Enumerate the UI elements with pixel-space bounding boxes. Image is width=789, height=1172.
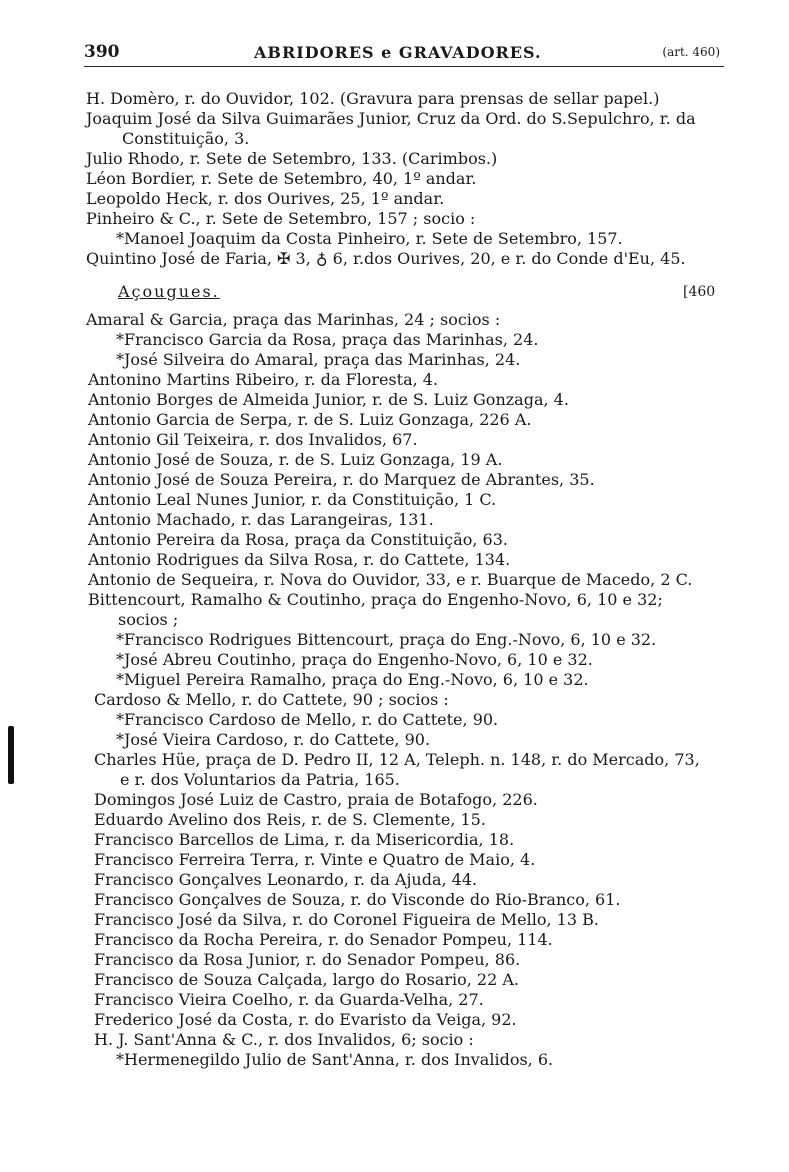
entry-line: Francisco Gonçalves de Souza, r. do Visconde do Rio-Branco, 61. [94, 890, 621, 909]
entry-line: *Manoel Joaquim da Costa Pinheiro, r. Sete de Setembro, 157. [116, 229, 623, 248]
entry-line: Leopoldo Heck, r. dos Ourives, 25, 1º andar. [86, 189, 445, 208]
entry-line: *Francisco Cardoso de Mello, r. do Cattete, 90. [116, 710, 499, 729]
entry-line: Antonio Rodrigues da Silva Rosa, r. do Cattete, 134. [88, 550, 511, 569]
margin-mark [8, 726, 14, 784]
entry-line: Eduardo Avelino dos Reis, r. de S. Clemente, 15. [94, 810, 486, 829]
entry-line: Antonio José de Souza Pereira, r. do Marquez de Abrantes, 35. [88, 470, 595, 489]
entry-line: Francisco Vieira Coelho, r. da Guarda-Velha, 27. [94, 990, 484, 1009]
entry-line: Antonio Leal Nunes Junior, r. da Constituição, 1 C. [88, 490, 497, 509]
entry-line: Joaquim José da Silva Guimarães Junior, Cruz da Ord. do S.Sepulchro, r. da [86, 109, 696, 128]
entry-line: Constituição, 3. [122, 129, 250, 148]
section-title: Açougues. [118, 282, 220, 301]
entry-line: Bittencourt, Ramalho & Coutinho, praça do Engenho-Novo, 6, 10 e 32; [88, 590, 663, 609]
entry-line: Antonio Garcia de Serpa, r. de S. Luiz Gonzaga, 226 A. [88, 410, 532, 429]
entry-line: Cardoso & Mello, r. do Cattete, 90 ; socios : [94, 690, 449, 709]
entry-line: Léon Bordier, r. Sete de Setembro, 40, 1º andar. [86, 169, 477, 188]
entry-line: Antonio de Sequeira, r. Nova do Ouvidor, 33, e r. Buarque de Macedo, 2 C. [88, 570, 693, 589]
entry-line: socios ; [118, 610, 179, 629]
page-number: 390 [84, 42, 120, 62]
entry-line: *José Silveira do Amaral, praça das Marinhas, 24. [116, 350, 521, 369]
entry-line: Antonino Martins Ribeiro, r. da Floresta, 4. [88, 370, 439, 389]
entry-line: *José Vieira Cardoso, r. do Cattete, 90. [116, 730, 431, 749]
entry-line: H. Domèro, r. do Ouvidor, 102. (Gravura para prensas de sellar papel.) [86, 89, 660, 108]
entry-line: Antonio Machado, r. das Larangeiras, 131. [88, 510, 434, 529]
entry-line: Antonio Borges de Almeida Junior, r. de S. Luiz Gonzaga, 4. [88, 390, 569, 409]
entry-line: Antonio José de Souza, r. de S. Luiz Gonzaga, 19 A. [88, 450, 503, 469]
entry-line: Charles Hüe, praça de D. Pedro II, 12 A, Teleph. n. 148, r. do Mercado, 73, [94, 750, 700, 769]
entry-line: e r. dos Voluntarios da Patria, 165. [120, 770, 400, 789]
entry-line: Pinheiro & C., r. Sete de Setembro, 157 ; socio : [86, 209, 476, 228]
entry-line: *Hermenegildo Julio de Sant'Anna, r. dos Invalidos, 6. [116, 1050, 554, 1069]
page-header [84, 40, 724, 67]
entry-line: *José Abreu Coutinho, praça do Engenho-Novo, 6, 10 e 32. [116, 650, 593, 669]
page-reference: (art. 460) [662, 45, 720, 59]
entry-line: Francisco de Souza Calçada, largo do Rosario, 22 A. [94, 970, 519, 989]
entry-line: H. J. Sant'Anna & C., r. dos Invalidos, 6; socio : [94, 1030, 474, 1049]
section-reference: [460 [683, 284, 716, 300]
entry-line: Francisco Gonçalves Leonardo, r. da Ajuda, 44. [94, 870, 478, 889]
entry-line: Quintino José de Faria, ✠ 3, ♁ 6, r.dos Ourives, 20, e r. do Conde d'Eu, 45. [86, 249, 686, 268]
entry-line: Francisco Barcellos de Lima, r. da Misericordia, 18. [94, 830, 515, 849]
entry-line: Domingos José Luiz de Castro, praia de Botafogo, 226. [94, 790, 538, 809]
entry-line: Julio Rhodo, r. Sete de Setembro, 133. (Carimbos.) [86, 149, 498, 168]
entry-line: Francisco Ferreira Terra, r. Vinte e Quatro de Maio, 4. [94, 850, 536, 869]
entry-line: *Francisco Garcia da Rosa, praça das Marinhas, 24. [116, 330, 539, 349]
entry-line: *Miguel Pereira Ramalho, praça do Eng.-Novo, 6, 10 e 32. [116, 670, 589, 689]
page-title: ABRIDORES e GRAVADORES. [254, 43, 542, 62]
entry-line: Antonio Gil Teixeira, r. dos Invalidos, 67. [88, 430, 418, 449]
entry-line: *Francisco Rodrigues Bittencourt, praça do Eng.-Novo, 6, 10 e 32. [116, 630, 657, 649]
entry-line: Frederico José da Costa, r. do Evaristo da Veiga, 92. [94, 1010, 517, 1029]
entry-line: Francisco da Rosa Junior, r. do Senador Pompeu, 86. [94, 950, 521, 969]
entry-line: Francisco José da Silva, r. do Coronel Figueira de Mello, 13 B. [94, 910, 599, 929]
entry-line: Antonio Pereira da Rosa, praça da Constituição, 63. [88, 530, 508, 549]
entry-line: Francisco da Rocha Pereira, r. do Senador Pompeu, 114. [94, 930, 553, 949]
entry-line: Amaral & Garcia, praça das Marinhas, 24 ; socios : [86, 310, 501, 329]
